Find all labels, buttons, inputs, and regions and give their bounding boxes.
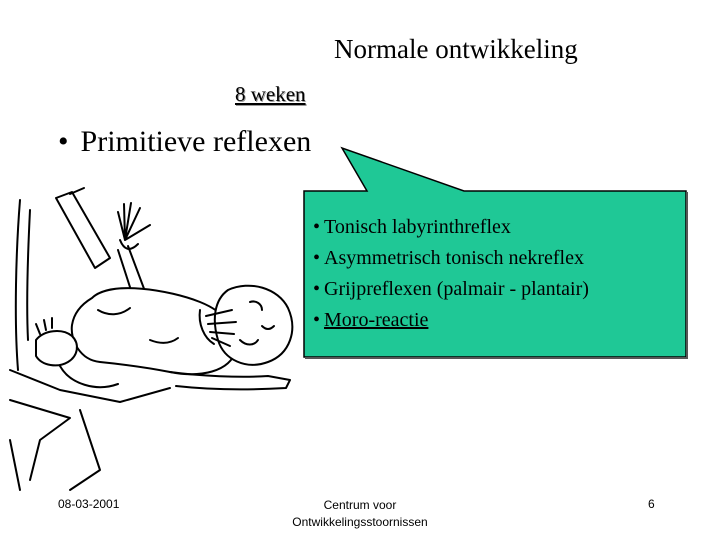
bullet-text: Primitieve reflexen bbox=[80, 125, 312, 158]
callout-item: • Tonisch labyrinthreflex bbox=[313, 216, 511, 238]
footer-org-line2: Ontwikkelingsstoornissen bbox=[292, 515, 428, 529]
footer-organization bbox=[270, 497, 450, 531]
page-number: 6 bbox=[648, 497, 655, 511]
slide-subtitle: 8 weken bbox=[235, 82, 306, 106]
footer-date: 08-03-2001 bbox=[58, 497, 120, 511]
bullet-dot: • bbox=[58, 125, 69, 158]
callout-list bbox=[313, 212, 589, 336]
callout-item: • Grijpreflexen (palmair - plantair) bbox=[313, 278, 589, 300]
slide-title: Normale ontwikkeling bbox=[334, 34, 578, 64]
callout-item-link[interactable]: • Moro-reactie bbox=[313, 309, 429, 331]
callout-item: • Asymmetrisch tonisch nekreflex bbox=[313, 247, 584, 269]
footer-org-line1: Centrum voor bbox=[323, 498, 397, 512]
